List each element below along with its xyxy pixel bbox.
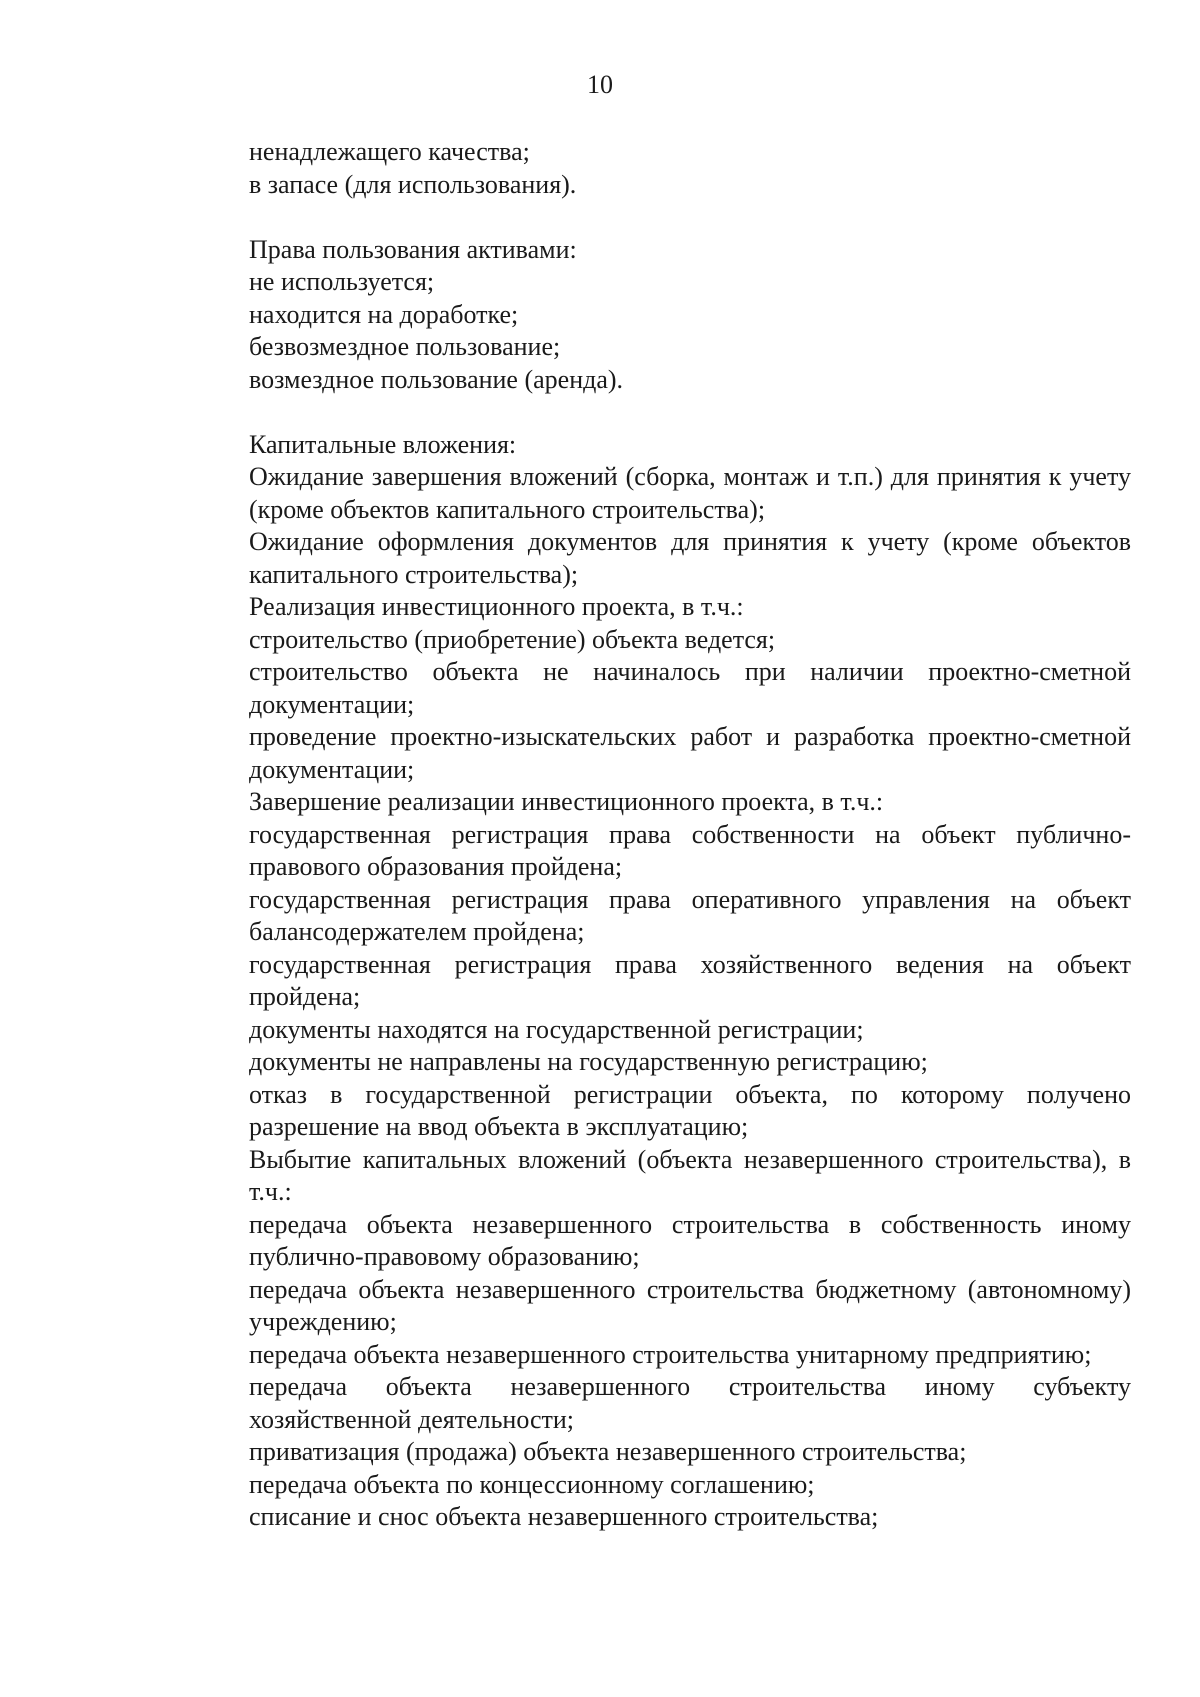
- capital-paragraph: Выбытие капитальных вложений (объекта незавершенного строительства), в т.ч.:: [249, 1144, 1131, 1206]
- capital-paragraph: Реализация инвестиционного проекта, в т.ч.:: [249, 592, 744, 621]
- capital-investments-heading: Капитальные вложения:: [249, 429, 517, 459]
- quality-item-improper: ненадлежащего качества;: [249, 137, 530, 166]
- capital-paragraph: документы находятся на государственной регистрации;: [249, 1014, 864, 1044]
- capital-paragraph: Завершение реализации инвестиционного проекта, в т.ч.:: [249, 787, 884, 816]
- usage-rights-item: безвозмездное пользование;: [249, 332, 561, 361]
- capital-paragraph: государственная регистрация права хозяйственного ведения на объект пройдена;: [249, 949, 1131, 1011]
- capital-paragraph: Ожидание завершения вложений (сборка, монтаж и т.п.) для принятия к учету (кроме объектов капитального строительства);: [249, 462, 1131, 524]
- capital-paragraph: строительство (приобретение) объекта ведется;: [249, 624, 776, 654]
- capital-paragraph: Ожидание оформления документов для принятия к учету (кроме объектов капитального строительства);: [249, 527, 1131, 589]
- usage-rights-item: не используется;: [249, 267, 435, 296]
- capital-paragraph: передача объекта незавершенного строительства унитарному предприятию;: [249, 1339, 1092, 1369]
- usage-rights-item: находится на доработке;: [249, 299, 519, 329]
- capital-paragraph: строительство объекта не начиналось при наличии проектно-сметной документации;: [249, 657, 1131, 719]
- capital-paragraph: приватизация (продажа) объекта незавершенного строительства;: [249, 1437, 967, 1466]
- capital-paragraph: передача объекта незавершенного строительства бюджетному (автономному) учреждению;: [249, 1274, 1131, 1336]
- capital-paragraph: передача объекта незавершенного строительства в собственность иному публично-правовому образованию;: [249, 1209, 1131, 1271]
- capital-paragraph: отказ в государственной регистрации объекта, по которому получено разрешение на ввод объекта в эксплуатацию;: [249, 1079, 1131, 1141]
- capital-paragraph: государственная регистрация права собственности на объект публично-правового образования пройдена;: [249, 819, 1131, 881]
- capital-paragraph: передача объекта по концессионному соглашению;: [249, 1469, 815, 1499]
- usage-rights-item: возмездное пользование (аренда).: [249, 364, 624, 394]
- capital-paragraph: передача объекта незавершенного строительства иному субъекту хозяйственной деятельности;: [249, 1372, 1131, 1434]
- capital-paragraph: проведение проектно-изыскательских работ и разработка проектно-сметной документации;: [249, 722, 1131, 784]
- usage-rights-heading: Права пользования активами:: [249, 234, 577, 264]
- quality-item-in-stock: в запасе (для использования).: [249, 169, 577, 199]
- document-body: [176, 136, 1131, 1534]
- capital-paragraph: государственная регистрация права оперативного управления на объект балансодержателем пройдена;: [249, 884, 1131, 946]
- capital-paragraph: документы не направлены на государственную регистрацию;: [249, 1047, 928, 1076]
- page-number: 10: [587, 70, 613, 99]
- capital-paragraph: списание и снос объекта незавершенного строительства;: [249, 1502, 879, 1531]
